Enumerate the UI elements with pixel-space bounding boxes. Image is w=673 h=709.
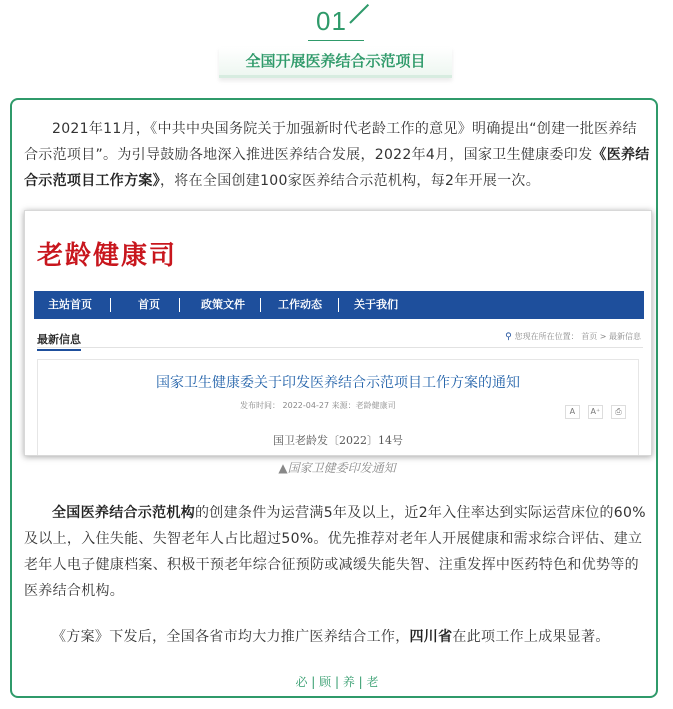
result-text-1: 《方案》下发后，全国各省市均大力推广医养结合工作，	[52, 629, 410, 645]
intro-text-1: 2021年11月，《中共中央国务院关于加强新时代老龄工作的意见》明确提出“创建一批医养结合示范项目”。为引导鼓励各地深入推进医养结合发展，2022年4月，国家卫生健康委印发	[24, 121, 637, 163]
criteria-text: 的创建条件为运营满5年及以上，近2年入住率达到实际运营床位的60%及以上，入住失能、失智老年人占比超过50%。优先推荐对老年人开展健康和需求综合评估、建立老年人电子健康档案、积极干预老年综合征预防或减缓失能失智、注重发挥中医药特色和优势等的医养结合机构。	[24, 505, 646, 599]
font-larger-button[interactable]: A⁺	[588, 405, 603, 419]
section-number-slash	[349, 4, 369, 24]
image-caption: ▲国家卫健委印发通知	[278, 461, 396, 475]
breadcrumb-text: 您现在所在位置： 首页 > 最新信息	[514, 332, 641, 341]
font-smaller-button[interactable]: A	[565, 405, 580, 419]
nav-item-policy[interactable]: 政策文件	[201, 298, 245, 311]
document-number: 国卫老龄发〔2022〕14号	[273, 434, 403, 447]
nav-item-main-home[interactable]: 主站首页	[48, 298, 92, 311]
nav-bar	[34, 291, 644, 319]
site-title: 老龄健康司	[37, 241, 178, 271]
nav-separator	[179, 298, 180, 312]
nav-item-news[interactable]: 工作动态	[278, 298, 322, 311]
nav-item-about[interactable]: 关于我们	[354, 298, 398, 311]
result-paragraph	[24, 624, 650, 650]
notice-title[interactable]: 国家卫生健康委关于印发医养结合示范项目工作方案的通知	[156, 375, 520, 391]
text-tools	[562, 399, 626, 419]
latest-info-heading: 最新信息	[37, 331, 81, 351]
intro-text-2: ，将在全国创建100家医养结合示范机构，每2年开展一次。	[160, 173, 541, 189]
nav-separator	[260, 298, 261, 312]
footer-motto: 必 | 顾 | 养 | 老	[295, 675, 379, 689]
result-bold-province: 四川省	[409, 629, 453, 645]
criteria-bold: 全国医养结合示范机构	[52, 505, 195, 521]
nav-separator	[338, 298, 339, 312]
section-title: 全国开展医养结合示范项目	[219, 47, 452, 78]
nav-item-home[interactable]: 首页	[138, 298, 160, 311]
location-pin-icon: ⚲	[505, 332, 512, 342]
print-icon[interactable]: ⎙	[611, 405, 626, 419]
section-number-underline	[308, 40, 364, 41]
nav-separator	[110, 298, 111, 312]
intro-bold-doc: 《医养结合示范项目工作方案》	[24, 147, 650, 189]
breadcrumb	[505, 331, 641, 342]
criteria-paragraph	[24, 500, 650, 604]
notice-card	[37, 359, 639, 456]
notice-meta: 发布时间： 2022-04-27 来源：老龄健康司	[240, 401, 396, 410]
section-number: 01	[316, 6, 347, 36]
latest-info-rule	[37, 347, 643, 348]
result-text-2: 在此项工作上成果显著。	[452, 629, 610, 645]
webpage-screenshot	[24, 210, 652, 456]
intro-paragraph	[24, 116, 650, 194]
